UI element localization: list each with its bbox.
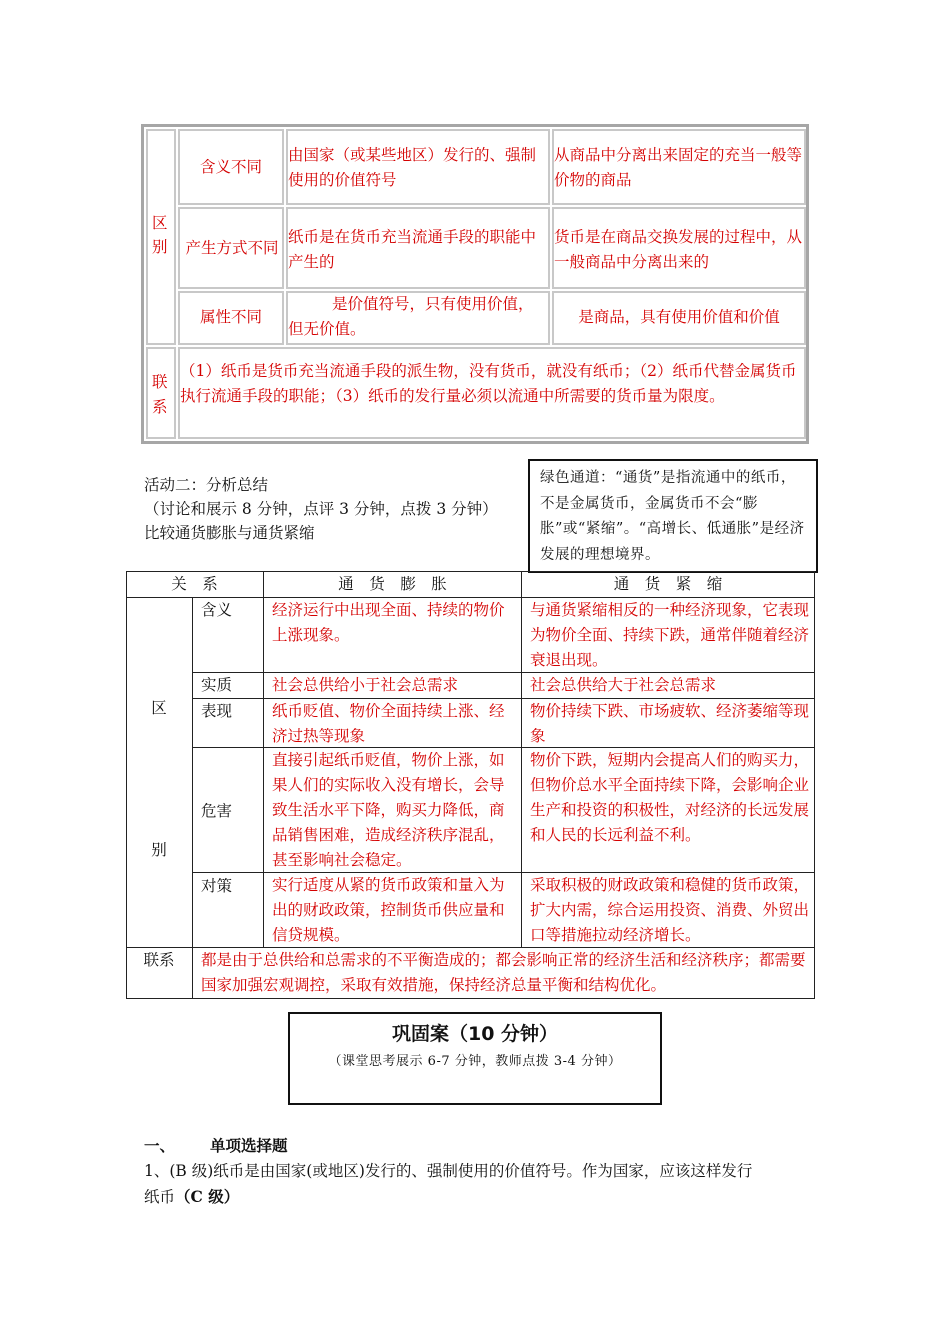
activity-subtitle: 比较通货膨胀与通货紧缩	[144, 524, 315, 542]
question-1-text-end: 纸币	[144, 1188, 176, 1206]
row-label-essence: 实质	[201, 676, 233, 694]
inflation-countermeasure: 实行适度从紧的货币政策和量入为出的财政政策，控制货币供应量和信贷规模。	[272, 876, 505, 944]
deflation-meaning: 与通货紧缩相反的一种经济现象，它表现为物价全面、持续下跌，通常伴随着经济衰退出现。	[530, 601, 810, 669]
group-label-link: 联系	[152, 373, 168, 416]
header-inflation: 通 货 膨 胀	[338, 575, 447, 593]
group-label-diff-1: 区	[151, 699, 167, 717]
section-number: 一、	[144, 1136, 176, 1155]
deflation-countermeasure: 采取积极的财政政策和稳健的货币政策，扩大内需，综合运用投资、消费、外贸出口等措施拉动经济增长。	[530, 876, 810, 944]
group-label-diff-2: 别	[151, 841, 167, 859]
activity-title: 活动二：分析总结	[144, 476, 269, 494]
deflation-harm: 物价下跌，短期内会提高人们的购买力，但物价总水平全面持续下降，会影响企业生产和投资的积极性，对经济的长远发展和人民的长远利益不利。	[530, 751, 810, 844]
money-vs-paper-money-table	[141, 124, 809, 444]
deflation-essence: 社会总供给大于社会总需求	[530, 676, 717, 694]
money-attribute: 是商品，具有使用价值和价值	[578, 308, 780, 326]
table-rule	[192, 597, 193, 947]
row-label-countermeasure: 对策	[201, 877, 233, 895]
inflation-vs-deflation-table	[126, 571, 815, 999]
question-1-line-1: 1、(B 级)纸币是由国家(或地区)发行的、强制使用的价值符号。作为国家，应该这样发行	[144, 1162, 753, 1180]
question-1-line-2	[144, 1184, 239, 1210]
inflation-manifestation: 纸币贬值、物价全面持续上涨、经济过热等现象	[272, 702, 505, 745]
link-label: 联系	[143, 951, 175, 969]
section-title: 单项选择题	[210, 1136, 288, 1155]
paper-money-attribute: 是价值符号，只有使用价值，但无价值。	[288, 295, 534, 338]
consolidation-title: 巩固案（10 分钟）	[391, 1023, 559, 1045]
deflation-manifestation: 物价持续下跌、市场疲软、经济萎缩等现象	[530, 702, 810, 745]
header-deflation: 通 货 紧 缩	[613, 575, 723, 593]
table-rule	[521, 571, 522, 947]
green-channel-note: 绿色通道：“通货”是指流通中的纸币，不是金属货币，金属货币不会“膨胀”或“紧缩”。“高增长、低通胀”是经济发展的理想境界。	[528, 459, 818, 573]
paper-money-meaning: 由国家（或某些地区）发行的、强制使用的价值符号	[288, 146, 537, 189]
header-relation: 关 系	[171, 575, 218, 593]
link-description: （1）纸币是货币充当流通手段的派生物，没有货币，就没有纸币；（2）纸币代替金属货币执行流通手段的职能；（3）纸币的发行量必须以流通中所需要的货币量为限度。	[180, 362, 797, 405]
table-rule	[263, 571, 264, 947]
question-1-level: （C 级）	[175, 1187, 240, 1206]
row-label-meaning: 含义不同	[199, 158, 262, 176]
group-label-diff: 区别	[152, 214, 168, 256]
money-origin: 货币是在商品交换发展的过程中，从一般商品中分离出来的	[554, 228, 803, 271]
inflation-meaning: 经济运行中出现全面、持续的物价上涨现象。	[272, 601, 505, 644]
money-meaning: 从商品中分离出来固定的充当一般等价物的商品	[554, 146, 803, 189]
link-description: 都是由于总供给和总需求的不平衡造成的；都会影响正常的经济生活和经济秩序；都需要国家加强宏观调控，采取有效措施，保持经济总量平衡和结构优化。	[201, 951, 806, 994]
inflation-essence: 社会总供给小于社会总需求	[272, 676, 459, 694]
paper-money-origin: 纸币是在货币充当流通手段的职能中产生的	[288, 228, 537, 271]
row-label-manifestation: 表现	[201, 702, 233, 720]
table-border	[126, 571, 127, 999]
consolidation-subtitle: （课堂思考展示 6-7 分钟，教师点拨 3-4 分钟）	[328, 1054, 622, 1069]
row-label-harm: 危害	[201, 802, 233, 820]
row-label-origin: 产生方式不同	[185, 239, 279, 257]
activity-timing: （讨论和展示 8 分钟，点评 3 分钟，点拨 3 分钟）	[144, 500, 498, 518]
consolidation-box	[288, 1012, 662, 1105]
inflation-harm: 直接引起纸币贬值，物价上涨，如果人们的实际收入没有增长，会导致生活水平下降，购买力降低，商品销售困难，造成经济秩序混乱，甚至影响社会稳定。	[272, 751, 505, 869]
row-label-meaning: 含义	[201, 601, 233, 619]
table-rule	[192, 947, 193, 999]
table-border	[814, 571, 815, 999]
row-label-attribute: 属性不同	[199, 308, 262, 326]
table-border	[126, 998, 815, 999]
